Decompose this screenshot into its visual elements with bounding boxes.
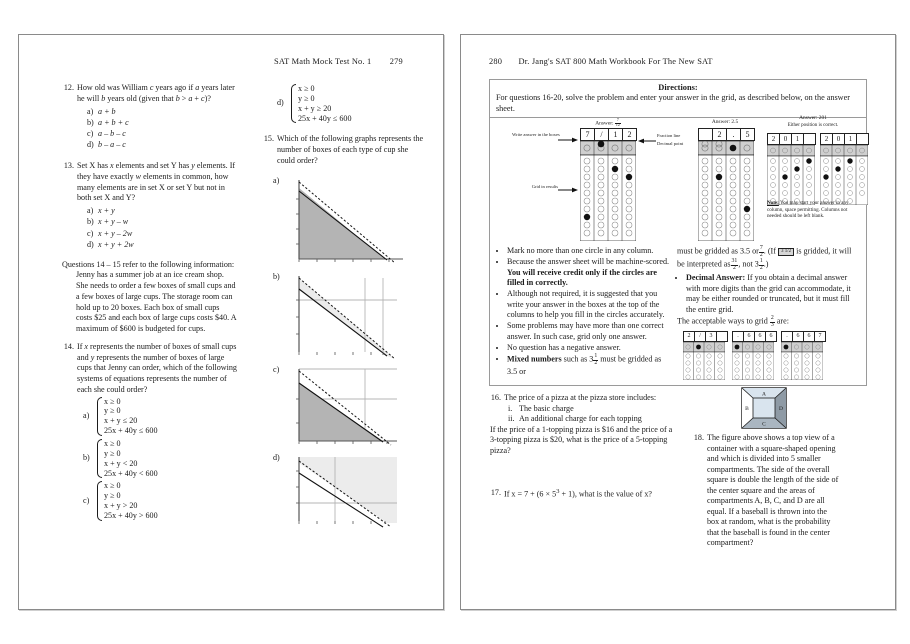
bubble-grid-3a[interactable]: [767, 145, 815, 205]
system-equations: [104, 397, 158, 436]
mixed-numbers-text: such as 3: [563, 354, 594, 364]
answer-box[interactable]: 2: [684, 332, 695, 341]
question-16: [486, 393, 681, 456]
right-page-column-2: [689, 387, 839, 558]
answer-box[interactable]: [857, 134, 868, 144]
q17-text-b: + 1), what is the value of x?: [559, 489, 652, 499]
container-top-view-svg: [741, 387, 787, 429]
arrow-right-icon: [558, 137, 578, 143]
question-15: [259, 134, 424, 166]
page-right: [460, 34, 896, 610]
mixed-cont-b: . (If: [763, 246, 776, 256]
choice-row[interactable]: [87, 118, 237, 129]
question-18-number: 18.: [693, 433, 704, 442]
directions-box: [489, 79, 867, 386]
question-16-closing: If the price of a 1-topping pizza is $16 and the price of a 3-topping pizza is $20, what is the price of a 5-topping pizza?: [490, 424, 673, 455]
bubble-grid-3b[interactable]: [820, 145, 868, 205]
acceptable-grids: [683, 331, 860, 380]
annotation-write-answer: Write answer in the boxes: [512, 132, 560, 138]
grid-example-1-caption: [580, 119, 636, 128]
system-equations: [104, 439, 158, 478]
mixed-cont-e: .): [763, 259, 769, 269]
choice-letter: b): [87, 217, 94, 227]
question-16-text: The price of a pizza at the pizza store includes:: [504, 393, 657, 402]
choice-text: a + b: [98, 106, 116, 116]
answer-boxes-row: [781, 331, 826, 342]
choice-row[interactable]: [87, 107, 237, 118]
info-heading: Questions 14 – 15 refer to the following information:: [62, 259, 235, 269]
fraction-numerator: 31: [731, 258, 738, 265]
question-13-number: 13.: [63, 161, 74, 170]
choice-letter: d): [87, 140, 94, 150]
accept-grid-1: [683, 331, 728, 380]
right-page-column-1: [486, 393, 681, 509]
accept-bubble-grid-1[interactable]: [683, 342, 725, 380]
questions-14-15-info: [62, 260, 237, 335]
fraction-denominator: 2: [759, 265, 763, 272]
annotation-grid-results: Grid in results: [531, 184, 558, 190]
figure-label-c: C: [762, 421, 766, 428]
roman-text: The basic charge: [519, 403, 574, 413]
mixed-cont-a: must be gridded as 3.5 or: [677, 246, 759, 256]
mixed-cont-d: , not 3: [738, 259, 759, 269]
answer-box[interactable]: [804, 134, 815, 144]
arrow-right-icon: [558, 187, 578, 193]
inline-grid-box: 3 1/2: [778, 248, 794, 257]
fraction-numerator: 7: [759, 245, 763, 252]
figure-label-d: D: [779, 406, 783, 412]
graph-label-a: a): [273, 175, 280, 185]
bullet-item: [507, 246, 671, 257]
mixed-numbers-label: Mixed numbers: [507, 354, 562, 364]
question-14-text: If x represents the number of boxes of small cups and y represents the number of boxes of large cups that Jenny can order, which of the following systems of equations represents the number of each she could order?: [77, 341, 237, 394]
fraction-denominator: 2: [759, 252, 763, 259]
choice-text: x + y – w: [98, 217, 129, 227]
choice-row[interactable]: [87, 206, 237, 217]
answer-box[interactable]: 6: [804, 332, 815, 341]
fraction-denominator: 3: [770, 321, 774, 328]
accept-text: The acceptable ways to grid: [677, 316, 768, 326]
graph-d-svg: [287, 453, 405, 531]
grid-example-1: [580, 128, 637, 241]
choice-text: a + b + c: [98, 117, 129, 127]
right-header-page-number: 280: [489, 57, 503, 66]
fraction-denominator: 2: [732, 265, 736, 272]
answer-boxes-row: [767, 133, 816, 145]
equation-line: x + y ≥ 20: [298, 103, 332, 113]
accept-bubble-grid-2[interactable]: [732, 342, 774, 380]
equation-line: x + y ≤ 20: [104, 416, 138, 426]
answer-box[interactable]: [717, 332, 727, 341]
left-page-column-1: [59, 83, 237, 530]
bubble-grid-2[interactable]: [698, 141, 754, 241]
q17-exponent: 3: [556, 488, 560, 496]
equation-line: y ≥ 0: [104, 491, 121, 501]
answer-box[interactable]: 1: [609, 129, 623, 140]
question-18: [689, 433, 839, 549]
graph-choice-c[interactable]: [273, 365, 424, 450]
right-page-header: [489, 57, 713, 66]
answer-box[interactable]: .: [727, 129, 741, 140]
graph-a-svg: [287, 176, 405, 269]
note-block: [767, 200, 863, 219]
question-12-number: 12.: [63, 83, 74, 92]
graph-label-b: b): [273, 271, 280, 281]
choice-letter: b): [87, 117, 94, 127]
graph-d-plot: [287, 453, 424, 531]
answer-boxes-row: [683, 331, 728, 342]
bullet-text: Mark no more than one circle in any column.: [507, 246, 654, 256]
graph-b-svg: [287, 272, 405, 362]
choice-letter: c): [87, 129, 94, 138]
fraction-numerator: 2: [770, 314, 774, 321]
question-16-number: 16.: [490, 393, 501, 402]
directions-text: For questions 16-20, solve the problem and enter your answer in the grid, as described below, on the answer sheet.: [496, 93, 850, 113]
info-body: Jenny has a summer job at an ice cream shop. She needs to order a few boxes of small cups and a few boxes of large cups. The storage room can hold up to 20 boxes. Each box of small cups costs $25 and each box of large cups costs $40. A maximum of $600 is budgeted for cups.: [76, 270, 237, 333]
grid-in-illustration: [490, 115, 866, 246]
answer-box[interactable]: 2: [768, 134, 780, 144]
question-17-number: 17.: [490, 488, 501, 498]
equation-line: 25x + 40y > 600: [104, 510, 158, 520]
bullet-text-bold: You will receive credit only if the circles are filled in correctly.: [507, 267, 657, 288]
bullet-item: [507, 321, 671, 342]
graph-c-svg: [287, 365, 405, 450]
equation-line: x ≥ 0: [298, 84, 315, 93]
directions-bullets: [490, 246, 866, 384]
answer-boxes-row: [698, 128, 755, 141]
choice-text: a – b – c: [98, 129, 126, 138]
choice-row[interactable]: [87, 217, 237, 228]
graph-choice-a[interactable]: [273, 176, 424, 269]
bullet-item: [507, 289, 671, 321]
choice-letter: d): [87, 239, 94, 249]
choice-letter: a): [83, 410, 90, 420]
question-13: [59, 161, 237, 251]
graph-choice-d[interactable]: [273, 453, 424, 531]
bullets-column-right: [675, 246, 860, 379]
brace-icon: [96, 439, 101, 478]
answer-boxes-row: [820, 133, 869, 145]
choice-text: b – a – c: [98, 140, 126, 150]
answer-box[interactable]: 7: [581, 129, 595, 140]
equation-line: x + y > 20: [104, 501, 138, 511]
mixed-numbers-text-2: must be gridded as 3.5 or: [507, 354, 662, 376]
choice-row[interactable]: [87, 229, 237, 240]
fraction-two-thirds: [770, 316, 775, 329]
accept-grid-3: [781, 331, 826, 380]
question-13-choices: [87, 206, 237, 251]
equation-line: x ≥ 0: [104, 438, 121, 448]
choice-text: x + y + 2w: [98, 239, 134, 249]
accept-grid-2: [732, 331, 777, 380]
question-15-text: Which of the following graphs represents the number of boxes of each type of cup she could order?: [277, 134, 424, 165]
answer-box[interactable]: 6: [744, 332, 755, 341]
answer-box[interactable]: /: [695, 332, 706, 341]
choice-text: x + y: [98, 206, 115, 215]
fraction-denominator: 2: [594, 359, 598, 366]
answer-box[interactable]: .: [733, 332, 744, 341]
answer-boxes-row: [732, 331, 777, 342]
fraction-numerator: 1: [759, 258, 763, 265]
acceptable-ways-line: [677, 316, 860, 329]
grid-example-3b: [820, 133, 869, 205]
question-17-text: [504, 488, 681, 500]
bubble-grid-1[interactable]: [580, 141, 636, 241]
answer-box[interactable]: 1: [845, 134, 857, 144]
brace-icon: [96, 397, 101, 436]
question-14-choice-c[interactable]: [83, 481, 237, 520]
bullet-text: No question has a negative answer.: [507, 342, 621, 352]
equation-line: x ≥ 0: [104, 481, 121, 491]
equation-line: x ≥ 0: [104, 396, 121, 406]
choice-letter: b): [83, 453, 90, 463]
answer-box[interactable]: 0: [780, 134, 792, 144]
answer-box[interactable]: 6: [755, 332, 766, 341]
graph-a-plot: [287, 176, 424, 269]
question-14-choice-b[interactable]: [83, 439, 237, 478]
choice-text: x + y – 2w: [98, 228, 133, 238]
mixed-numbers-continued: [677, 246, 860, 272]
system-equations: [298, 84, 352, 123]
caption-text: Answer:: [595, 120, 614, 127]
question-16-items: [508, 404, 681, 425]
roman-text: An additional charge for each topping: [519, 414, 642, 424]
caption-fraction: [615, 119, 621, 128]
answer-box[interactable]: .: [782, 332, 793, 341]
graph-label-c: c): [273, 364, 280, 374]
mixed-cont-c: is gridded, it will be interpreted as: [677, 246, 852, 269]
graph-choice-b[interactable]: [273, 272, 424, 362]
roman-item: [508, 404, 681, 415]
choice-letter: c): [83, 495, 90, 505]
answer-box[interactable]: 6: [793, 332, 804, 341]
q17-text-a: If x = 7 + (6 × 5: [504, 489, 557, 499]
equation-line: y ≥ 0: [104, 406, 121, 416]
question-12: [59, 83, 237, 151]
brace-icon: [290, 84, 295, 123]
bullet-item: [507, 343, 671, 354]
answer-box[interactable]: 5: [745, 130, 750, 140]
container-figure: [741, 387, 787, 429]
accept-bubble-grid-3[interactable]: [781, 342, 823, 380]
answer-box[interactable]: 6: [769, 332, 773, 339]
answer-box[interactable]: 2: [821, 134, 833, 144]
choice-row[interactable]: [87, 129, 237, 140]
answer-box[interactable]: 1: [792, 134, 804, 144]
fraction-half: [593, 354, 598, 367]
choice-letter: d): [277, 98, 284, 108]
fraction-denominator: 12: [615, 123, 620, 128]
right-header-title: Dr. Jang's SAT 800 Math Workbook For The New SAT: [518, 57, 713, 66]
figure-label-a: A: [762, 391, 766, 398]
roman-label: i.: [508, 403, 513, 413]
choice-letter: a): [87, 106, 94, 116]
answer-box[interactable]: /: [595, 129, 609, 140]
page-left: [18, 34, 444, 610]
choice-letter: c): [87, 228, 94, 238]
graph-b-plot: [287, 272, 424, 362]
note-text: You may start your answer in any column, space permitting. Columns not needed should be left blank.: [767, 200, 849, 219]
left-header-title: SAT Math Mock Test No. 1: [274, 57, 372, 66]
bullet-item-mixed-numbers: [507, 354, 671, 377]
answer-box[interactable]: 0: [833, 134, 845, 144]
bullet-item-decimal-answer: [686, 273, 860, 315]
bullet-item: [507, 257, 671, 289]
equation-line: 25x + 40y ≤ 600: [104, 426, 158, 436]
directions-title: Directions:: [658, 83, 698, 92]
accept-text-2: are:: [776, 316, 789, 326]
annotation-decimal-point: Decimal point: [657, 141, 684, 147]
question-18-text: The figure above shows a top view of a container with a square-shaped opening and which is divided into 5 smaller compartments. The side of the overall square is double the length of the side of the center square and the areas of compartments A, B, C, and D are all equal. If a baseball is thrown into the box at random, what is the probability that the baseball is found in the center compartment?: [707, 433, 839, 548]
grid-example-3-subcaption: Either position is correct.: [787, 123, 839, 129]
grid-example-2: [698, 128, 755, 241]
answer-box[interactable]: 7: [818, 332, 822, 339]
roman-label: ii.: [508, 414, 515, 424]
note-label: Note:: [767, 200, 779, 207]
left-page-header: [274, 57, 403, 66]
question-12-text: How old was William c years ago if a years later he will b years old (given that b > a + c)?: [77, 83, 235, 103]
question-14: [59, 342, 237, 521]
equation-line: 25x + 40y ≤ 600: [298, 113, 352, 123]
equation-line: y ≥ 0: [298, 93, 315, 103]
answer-boxes-row: [580, 128, 637, 141]
left-header-page-number: 279: [389, 57, 403, 66]
answer-box[interactable]: 3: [706, 332, 717, 341]
arrow-left-icon: [638, 138, 656, 144]
fraction-numerator: 1: [594, 352, 598, 359]
grid-example-3a: [767, 133, 816, 205]
answer-box[interactable]: [699, 129, 713, 140]
question-15-number: 15.: [263, 134, 274, 144]
left-page-column-2: [259, 83, 424, 534]
question-14-choice-d[interactable]: [277, 84, 424, 123]
graph-c-plot: [287, 365, 424, 450]
choice-row[interactable]: [87, 140, 237, 151]
choice-row[interactable]: [87, 240, 237, 251]
bullet-text: Some problems may have more than one correct answer. In such case, grid only one answer.: [507, 321, 664, 341]
question-14-choice-a[interactable]: [83, 397, 237, 436]
graph-label-d: d): [273, 452, 280, 462]
decimal-answer-text: If you obtain a decimal answer with more digits than the grid can accommodate, it may be either rounded or truncated, but it must fill the entire grid.: [686, 273, 851, 314]
question-13-text: Set X has x elements and set Y has y elements. If they have exactly w elements in common, how many elements are in set X or set Y but not in both set X and Y?: [77, 161, 236, 203]
fraction-numerator: 7: [616, 118, 619, 123]
bullet-text: Because the answer sheet will be machine-scored.: [507, 257, 670, 267]
answer-box[interactable]: 2: [627, 130, 632, 140]
grid-example-3-caption: Answer: 201: [799, 115, 827, 122]
equation-line: 25x + 40y < 600: [104, 468, 158, 478]
bullets-column-left: [496, 246, 671, 379]
answer-box[interactable]: 2: [713, 129, 727, 140]
figure-label-b: B: [745, 406, 749, 412]
grid-example-2-caption: Answer: 2.5: [711, 119, 739, 126]
bullet-text: Although not required, it is suggested that you write your answer in the boxes at the top of the columns to help you fill in the circles accurately.: [507, 289, 665, 320]
question-14-number: 14.: [63, 341, 74, 351]
brace-icon: [96, 481, 101, 520]
roman-item: [508, 414, 681, 425]
system-equations: [104, 481, 158, 520]
annotation-fraction-line: Fraction line: [657, 133, 681, 139]
question-17: [486, 488, 681, 500]
equation-line: x + y < 20: [104, 458, 138, 468]
equation-line: y ≥ 0: [104, 448, 121, 458]
choice-letter: a): [87, 206, 94, 215]
decimal-answer-label: Decimal Answer:: [686, 273, 746, 283]
question-12-choices: [87, 107, 237, 152]
